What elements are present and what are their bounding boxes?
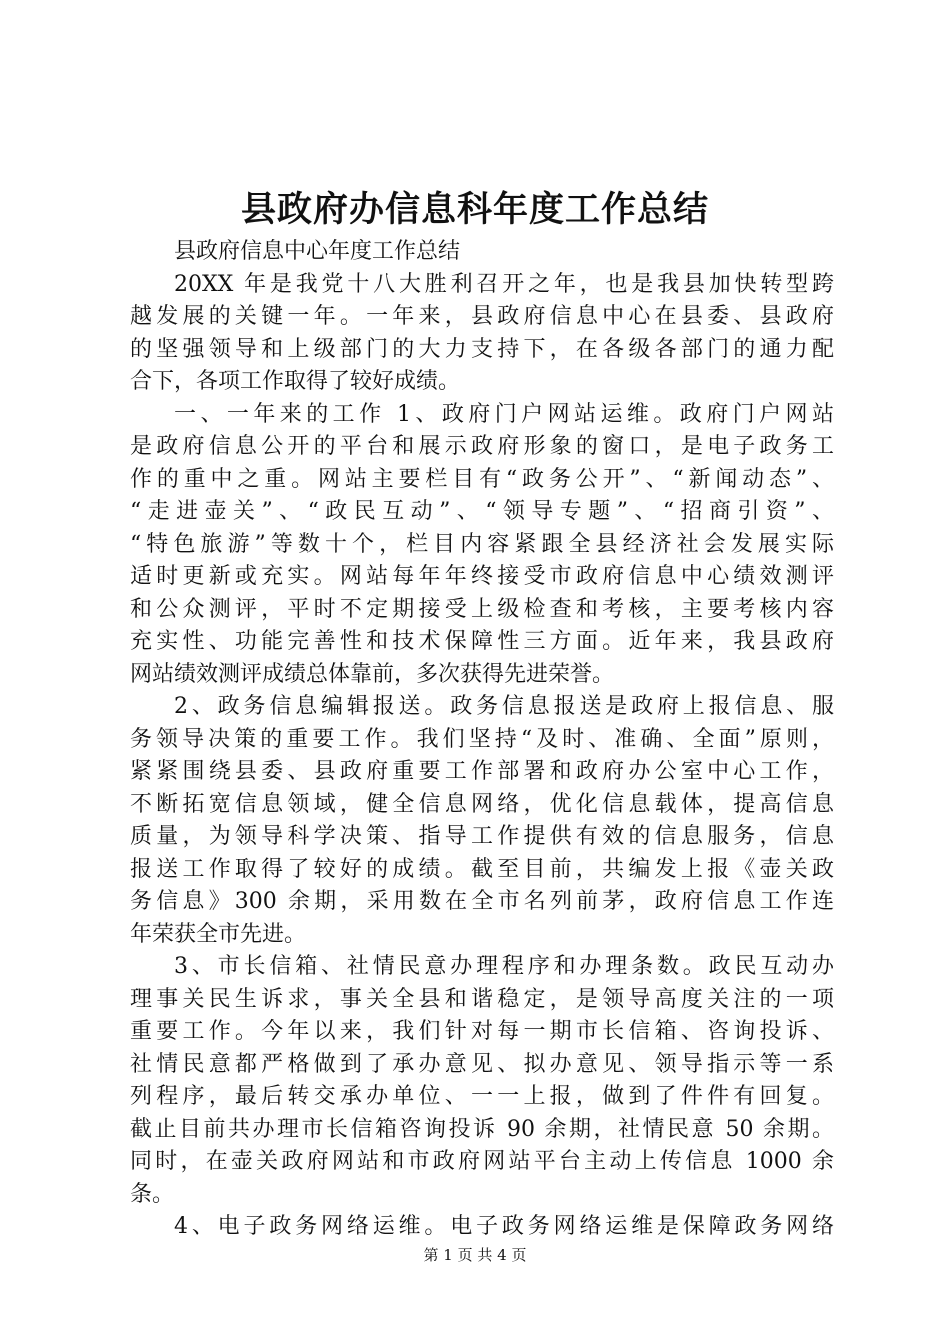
text-line: 4、电子政务网络运维。电子政务网络运维是保障政务网络 [174, 1214, 834, 1239]
text-line: “特色旅游”等数十个，栏目内容紧跟全县经济社会发展实际 [130, 531, 834, 557]
text-line: 一、一年来的工作 1、政府门户网站运维。政府门户网站 [174, 401, 834, 427]
document-title: 县政府办信息科年度工作总结 [240, 189, 709, 230]
text-line: 合下，各项工作取得了较好成绩。 [130, 369, 461, 394]
text-line: 截止目前共办理市长信箱咨询投诉 90 余期，社情民意 50 余期。 [130, 1116, 834, 1142]
text-line: 务信息》300 余期，采用数在全市名列前茅，政府信息工作连 [130, 889, 834, 914]
text-line: 年荣获全市先进。 [130, 921, 307, 947]
text-line: 适时更新或充实。网站每年年终接受市政府信息中心绩效测评 [130, 564, 834, 589]
page-number: 第 1 页 共 4 页 [423, 1246, 527, 1264]
text-line: “走进壶关”、“政民互动”、“领导专题”、“招商引资”、 [130, 499, 834, 524]
text-line: 社情民意都严格做到了承办意见、拟办意见、领导指示等一系 [130, 1051, 834, 1077]
text-line: 是政府信息公开的平台和展示政府形象的窗口，是电子政务工 [130, 434, 834, 459]
text-line: 列程序，最后转交承办单位、一一上报，做到了件件有回复。 [130, 1084, 834, 1109]
text-line: 重要工作。今年以来，我们针对每一期市长信箱、咨询投诉、 [130, 1019, 834, 1044]
text-line: 充实性、功能完善性和技术保障性三方面。近年来，我县政府 [130, 629, 834, 654]
text-line: 报送工作取得了较好的成绩。截至目前，共编发上报《壶关政 [130, 856, 834, 882]
text-line: 的坚强领导和上级部门的大力支持下，在各级各部门的通力配 [130, 336, 834, 362]
text-line: 紧紧围绕县委、县政府重要工作部署和政府办公室中心工作， [130, 759, 834, 784]
text-line: 2、政务信息编辑报送。政务信息报送是政府上报信息、服 [174, 694, 834, 719]
text-line: 同时，在壶关政府网站和市政府网站平台主动上传信息 1000 余 [130, 1149, 834, 1174]
text-line: 理事关民生诉求，事关全县和谐稳定，是领导高度关注的一项 [130, 986, 834, 1012]
document-body [130, 236, 834, 1244]
text-line: 越发展的关键一年。一年来，县政府信息中心在县委、县政府 [130, 304, 834, 329]
text-line: 务领导决策的重要工作。我们坚持“及时、准确、全面”原则， [130, 726, 834, 752]
text-line: 县政府信息中心年度工作总结 [174, 239, 461, 264]
text-line: 20XX 年是我党十八大胜利召开之年，也是我县加快转型跨 [174, 271, 834, 297]
text-line: 条。 [130, 1181, 175, 1207]
text-line: 3、市长信箱、社情民意办理程序和办理条数。政民互动办 [174, 954, 834, 979]
text-line: 网站绩效测评成绩总体靠前，多次获得先进荣誉。 [130, 661, 615, 687]
text-line: 不断拓宽信息领域，健全信息网络，优化信息载体，提高信息 [130, 791, 834, 817]
text-line: 和公众测评，平时不定期接受上级检查和考核，主要考核内容 [130, 596, 834, 622]
text-line: 作的重中之重。网站主要栏目有“政务公开”、“新闻动态”、 [130, 466, 834, 492]
text-line: 质量，为领导科学决策、指导工作提供有效的信息服务，信息 [130, 824, 834, 849]
